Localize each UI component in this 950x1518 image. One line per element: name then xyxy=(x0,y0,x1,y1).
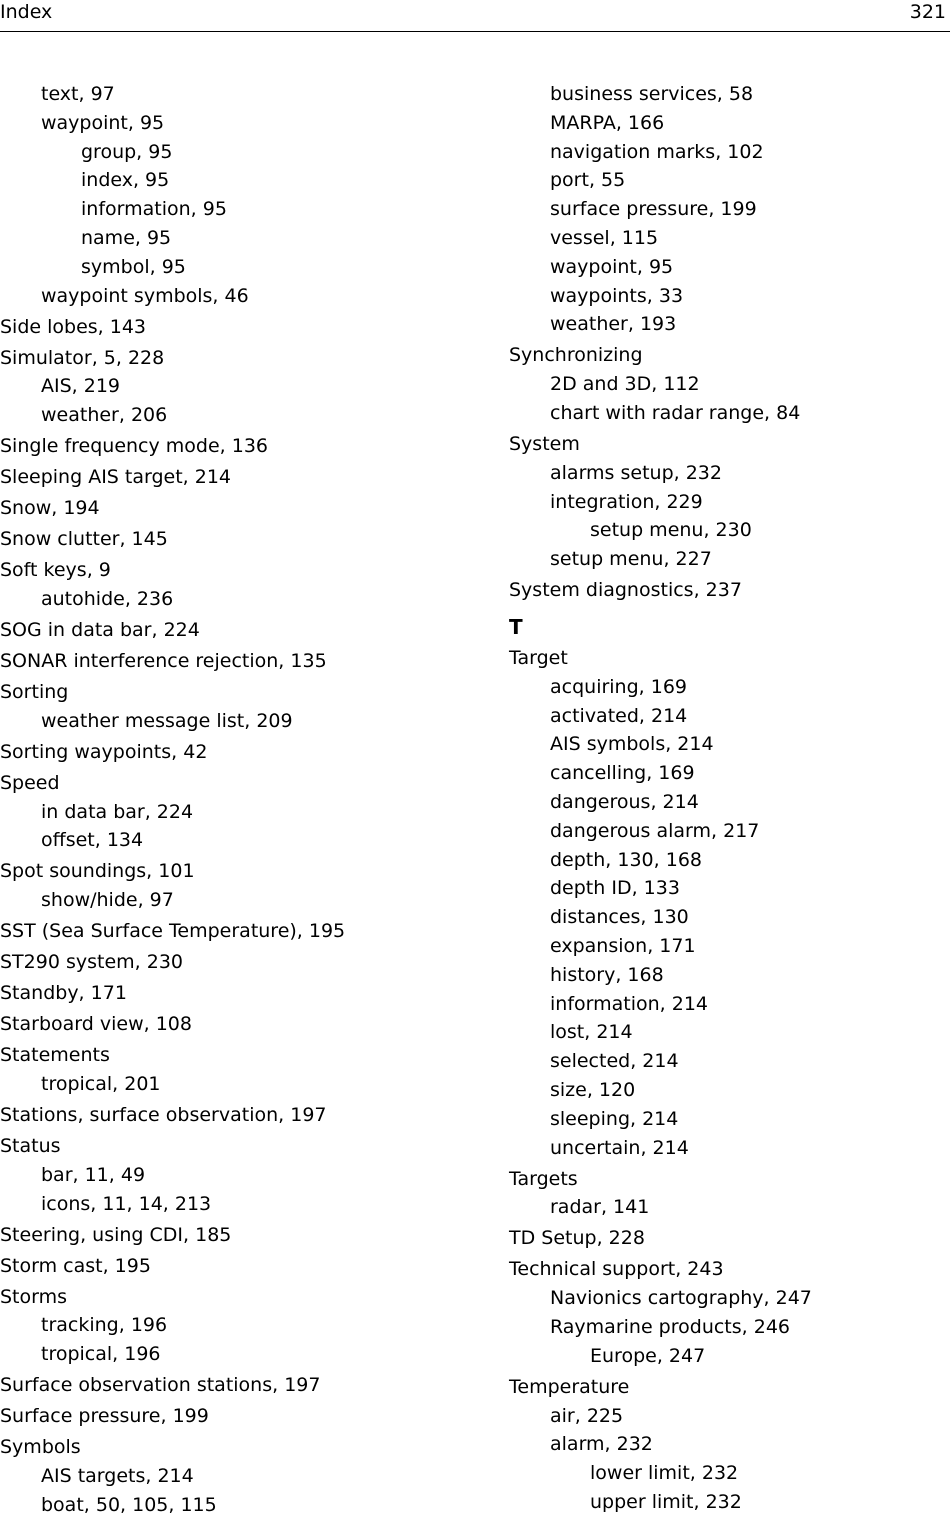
index-entry: Starboard view, 108 xyxy=(0,1013,192,1036)
index-entry: Steering, using CDI, 185 xyxy=(0,1223,232,1246)
index-entry: autohide, 236 xyxy=(41,588,174,610)
index-entry: Europe, 247 xyxy=(590,1344,706,1367)
index-entry: in data bar, 224 xyxy=(41,800,194,823)
index-entry: System diagnostics, 237 xyxy=(509,579,742,602)
index-entry: Synchronizing xyxy=(509,344,643,367)
index-entry: show/hide, 97 xyxy=(41,889,174,912)
index-entry: dangerous alarm, 217 xyxy=(550,819,760,842)
index-entry: chart with radar range, 84 xyxy=(550,402,801,424)
index-entry: Standby, 171 xyxy=(0,982,127,1005)
index-entry: navigation marks, 102 xyxy=(550,140,764,163)
index-entry: tracking, 196 xyxy=(41,1314,168,1337)
index-entry: Temperature xyxy=(509,1375,630,1398)
index-entry: symbol, 95 xyxy=(81,255,186,278)
index-entry: setup menu, 230 xyxy=(590,519,752,542)
index-entry: Storms xyxy=(0,1285,68,1308)
index-entry: business services, 58 xyxy=(550,83,754,105)
index-entry: Target xyxy=(509,647,568,669)
index-entry: Sleeping AIS target, 214 xyxy=(0,466,232,489)
index-entry: AIS targets, 214 xyxy=(41,1465,194,1487)
index-entry: sleeping, 214 xyxy=(550,1107,679,1130)
index-entry: alarm, 232 xyxy=(550,1433,653,1456)
index-entry: radar, 141 xyxy=(550,1196,650,1219)
index-entry: Snow clutter, 145 xyxy=(0,528,168,551)
index-entry: Simulator, 5, 228 xyxy=(0,346,165,369)
index-entry: tropical, 201 xyxy=(41,1073,161,1095)
index-entry: 2D and 3D, 112 xyxy=(550,373,700,396)
running-head-title: Index xyxy=(0,1,53,23)
index-entry: Stations, surface observation, 197 xyxy=(0,1104,327,1126)
index-entry: Single frequency mode, 136 xyxy=(0,435,269,458)
index-entry: Raymarine products, 246 xyxy=(550,1316,791,1338)
index-entry: acquiring, 169 xyxy=(550,675,688,698)
index-entry: waypoint, 95 xyxy=(41,111,165,134)
index-entry: name, 95 xyxy=(81,227,172,249)
index-entry: alarms setup, 232 xyxy=(550,461,722,484)
index-entry: distances, 130 xyxy=(550,906,689,929)
index-entry: icons, 11, 14, 213 xyxy=(41,1192,212,1215)
index-entry: MARPA, 166 xyxy=(550,111,665,134)
index-entry: index, 95 xyxy=(81,169,170,192)
index-entry: tropical, 196 xyxy=(41,1343,161,1366)
index-entry: TD Setup, 228 xyxy=(509,1227,645,1250)
index-entry: Status xyxy=(0,1135,61,1157)
index-entry: weather message list, 209 xyxy=(41,709,293,732)
index-entry: bar, 11, 49 xyxy=(41,1163,146,1186)
index-entry: AIS symbols, 214 xyxy=(550,733,714,756)
index-entry: Sorting waypoints, 42 xyxy=(0,740,208,763)
index-entry: activated, 214 xyxy=(550,704,688,727)
index-entry: air, 225 xyxy=(550,1404,624,1427)
index-entry: lost, 214 xyxy=(550,1021,633,1044)
index-entry: size, 120 xyxy=(550,1079,636,1101)
index-entry: upper limit, 232 xyxy=(590,1491,742,1513)
index-entry: group, 95 xyxy=(81,140,173,163)
index-entry: lower limit, 232 xyxy=(590,1462,739,1485)
index-entry: expansion, 171 xyxy=(550,935,696,957)
index-entry: Storm cast, 195 xyxy=(0,1254,151,1277)
index-entry: setup menu, 227 xyxy=(550,548,712,571)
index-entry: depth ID, 133 xyxy=(550,877,680,900)
index-entry: Surface observation stations, 197 xyxy=(0,1374,321,1397)
index-entry: vessel, 115 xyxy=(550,227,659,249)
index-entry: boat, 50, 105, 115 xyxy=(41,1493,217,1516)
index-entry: uncertain, 214 xyxy=(550,1136,689,1159)
index-entry: Snow, 194 xyxy=(0,497,100,520)
index-entry: Navionics cartography, 247 xyxy=(550,1287,812,1310)
index-entry: weather, 206 xyxy=(41,404,168,427)
index-entry: depth, 130, 168 xyxy=(550,848,702,871)
index-entry: Speed xyxy=(0,771,60,794)
running-head xyxy=(0,0,950,32)
index-entry: history, 168 xyxy=(550,963,664,986)
index-entry: SOG in data bar, 224 xyxy=(0,619,200,641)
index-entry: ST290 system, 230 xyxy=(0,951,184,974)
index-entry: SST (Sea Surface Temperature), 195 xyxy=(0,920,346,943)
index-entry: information, 95 xyxy=(81,198,227,221)
index-entry: surface pressure, 199 xyxy=(550,198,757,221)
index-entry: Surface pressure, 199 xyxy=(0,1405,209,1428)
index-entry: SONAR interference rejection, 135 xyxy=(0,650,327,672)
index-entry: Targets xyxy=(509,1167,578,1190)
index-entry: dangerous, 214 xyxy=(550,791,699,813)
index-entry: Statements xyxy=(0,1044,110,1067)
index-entry: offset, 134 xyxy=(41,829,144,852)
index-entry: Soft keys, 9 xyxy=(0,559,111,582)
index-letter-heading: T xyxy=(509,615,523,639)
index-entry: weather, 193 xyxy=(550,313,677,336)
index-entry: Spot soundings, 101 xyxy=(0,860,195,883)
index-entry: waypoint symbols, 46 xyxy=(41,284,249,307)
index-entry: waypoint, 95 xyxy=(550,255,674,278)
index-entry: Side lobes, 143 xyxy=(0,315,147,338)
index-entry: cancelling, 169 xyxy=(550,762,695,785)
index-entry: port, 55 xyxy=(550,169,626,192)
index-entry: Technical support, 243 xyxy=(509,1258,724,1281)
index-entry: integration, 229 xyxy=(550,490,703,513)
index-entry: waypoints, 33 xyxy=(550,284,684,307)
index-entry: text, 97 xyxy=(41,83,115,105)
page-number: 321 xyxy=(909,1,946,23)
index-entry: AIS, 219 xyxy=(41,375,121,398)
index-entry: Symbols xyxy=(0,1436,81,1459)
index-entry: information, 214 xyxy=(550,992,709,1015)
index-entry: selected, 214 xyxy=(550,1050,679,1073)
index-entry: Sorting xyxy=(0,681,69,703)
index-entry: System xyxy=(509,433,580,455)
